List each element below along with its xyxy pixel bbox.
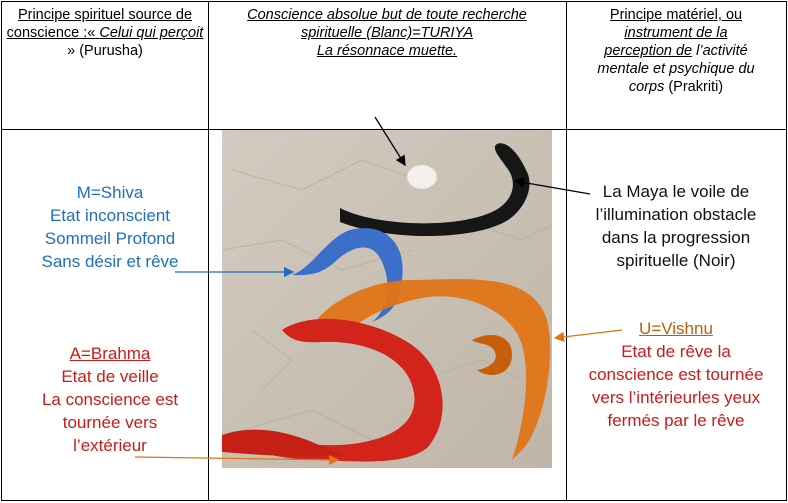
vishnu-line-2: Etat de rêve la: [621, 342, 731, 361]
maya-line-4: spirituelle (Noir): [616, 251, 736, 270]
header-center-line2: spirituelle (Blanc)=TURIYA: [300, 25, 474, 41]
vishnu-line-5: fermés par le rêve: [607, 411, 745, 430]
header-left-cell: [6, 6, 204, 60]
header-right-line2b: perception de: [604, 43, 693, 59]
border-col1: [208, 1, 209, 501]
om-painting: [222, 130, 552, 468]
header-right-line4b: (Prakriti): [664, 79, 724, 95]
vishnu-label: [570, 317, 782, 432]
turiya-dot: [407, 165, 437, 189]
border-bottom: [1, 500, 787, 501]
header-left-suffix: » (Purusha): [67, 43, 143, 59]
header-center-line1: Conscience absolue but de toute recherche: [247, 7, 527, 23]
shiva-label: [20, 181, 200, 273]
header-right-line2a: instrument de la: [624, 25, 728, 41]
header-center-line3: La résonnace muette.: [316, 43, 458, 59]
shiva-line-4: Sans désir et rêve: [41, 252, 179, 271]
om-painting-svg: [222, 130, 552, 468]
header-left-quote: Celui qui perçoit: [99, 25, 204, 41]
maya-label: [570, 180, 782, 272]
vishnu-line-1: U=Vishnu: [639, 319, 713, 338]
header-right-line1: Principe matériel, ou: [609, 7, 743, 23]
border-right: [786, 1, 787, 501]
border-top: [1, 1, 787, 2]
maya-line-1: La Maya le voile de: [602, 182, 750, 201]
brahma-line-4: tournée vers: [62, 413, 158, 432]
brahma-line-1: A=Brahma: [69, 344, 151, 363]
shiva-line-3: Sommeil Profond: [44, 229, 176, 248]
shiva-line-2: Etat inconscient: [49, 206, 170, 225]
header-right-line2c: l’activité: [692, 43, 748, 59]
header-right-line4a: corps: [628, 79, 665, 95]
vishnu-line-3: conscience est tournée: [588, 365, 764, 384]
header-right-line3: mentale et psychique du: [597, 61, 755, 77]
border-left: [1, 1, 2, 501]
header-center-cell: [212, 6, 562, 60]
maya-line-2: l’illumination obstacle: [595, 205, 757, 224]
brahma-line-3: La conscience est: [41, 390, 179, 409]
vishnu-line-4: vers l’intérieurles yeux: [591, 388, 761, 407]
header-right-cell: [570, 6, 782, 96]
shiva-line-1: M=Shiva: [76, 183, 144, 202]
brahma-label: [20, 342, 200, 457]
header-left-prefix: Principe spirituel source de conscience :«: [6, 7, 193, 41]
brahma-line-2: Etat de veille: [61, 367, 159, 386]
border-col2: [566, 1, 567, 501]
maya-line-3: dans la progression: [601, 228, 751, 247]
brahma-line-5: l’extérieur: [73, 436, 147, 455]
